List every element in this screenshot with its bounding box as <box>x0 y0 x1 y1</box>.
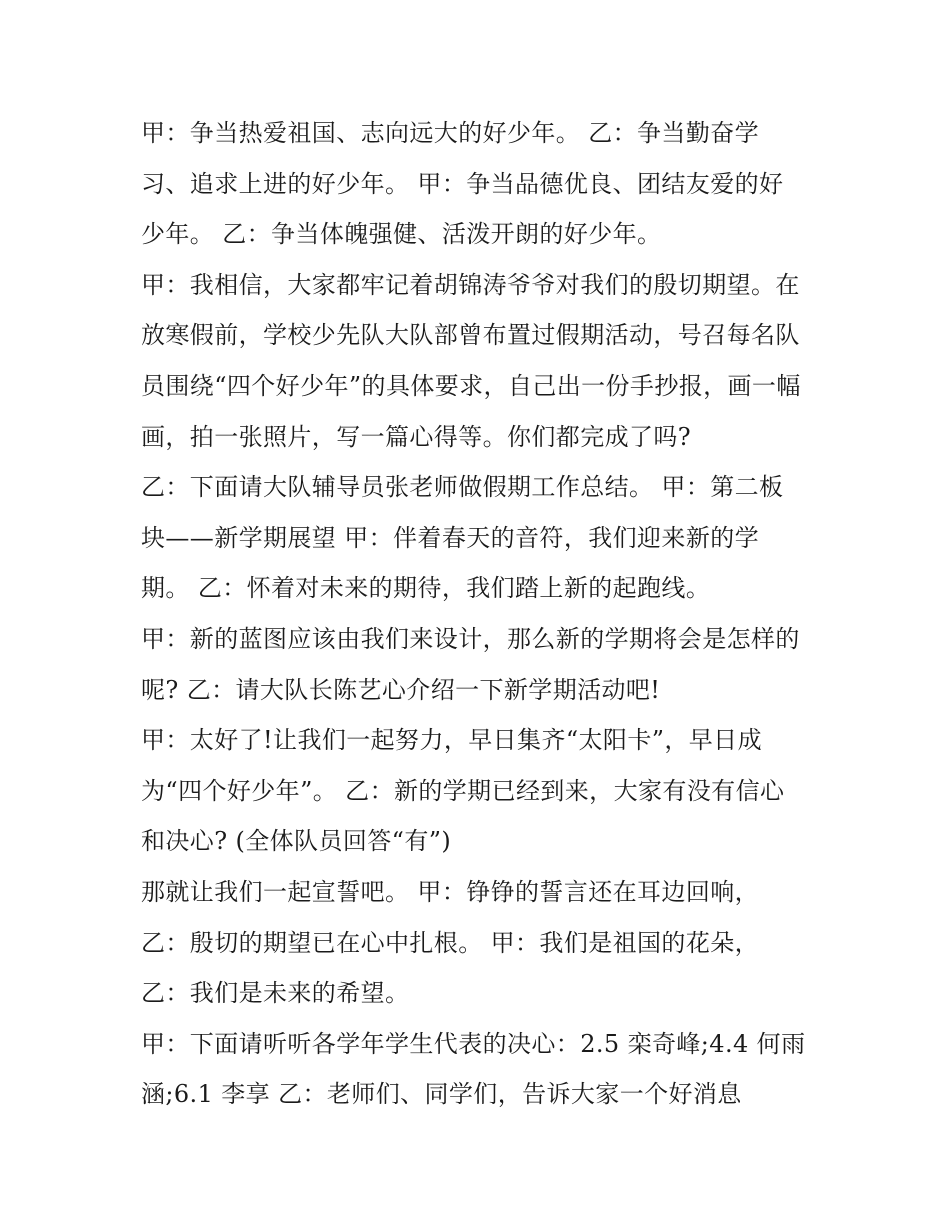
text-line: 甲：新的蓝图应该由我们来设计，那么新的学期将会是怎样的 <box>141 624 800 653</box>
text-line: 甲：我相信，大家都牢记着胡锦涛爷爷对我们的殷切期望。在 <box>141 270 800 299</box>
text-line: 少年。 乙：争当体魄强健、活泼开朗的好少年。 <box>141 220 662 249</box>
text-line: 那就让我们一起宣誓吧。 甲：铮铮的誓言还在耳边回响， <box>141 877 760 906</box>
text-line: 乙：我们是未来的希望。 <box>141 979 410 1008</box>
document-body <box>141 108 821 1120</box>
text-line: 乙：殷切的期望已在心中扎根。 甲：我们是祖国的花朵， <box>141 928 760 957</box>
text-line: 期。 乙：怀着对未来的期待，我们踏上新的起跑线。 <box>141 574 711 603</box>
text-line: 员围绕“四个好少年”的具体要求，自己出一份手抄报，画一幅 <box>141 371 801 400</box>
text-line: 呢? 乙：请大队长陈艺心介绍一下新学期活动吧! <box>141 675 661 704</box>
text-line: 和决心? (全体队员回答“有”) <box>141 827 452 856</box>
text-line: 涵;6.1 李享 乙：老师们、同学们，告诉大家一个好消息 <box>141 1080 742 1109</box>
text-line: 乙：下面请大队辅导员张老师做假期工作总结。 甲：第二板 <box>141 473 784 502</box>
text-line: 甲：太好了!让我们一起努力，早日集齐“太阳卡”，早日成 <box>141 726 762 755</box>
text-line: 甲：下面请听听各学年学生代表的决心：2.5 栾奇峰;4.4 何雨 <box>141 1029 806 1058</box>
text-line: 块——新学期展望 甲：伴着春天的音符，我们迎来新的学 <box>141 523 760 552</box>
text-line: 为“四个好少年”。 乙：新的学期已经到来，大家有没有信心 <box>141 776 785 805</box>
text-line: 放寒假前，学校少先队大队部曾布置过假期活动，号召每名队 <box>141 321 800 350</box>
text-line: 画，拍一张照片，写一篇心得等。你们都完成了吗? <box>141 422 692 451</box>
text-line: 习、追求上进的好少年。 甲：争当品德优良、团结友爱的好 <box>141 169 784 198</box>
text-line: 甲：争当热爱祖国、志向远大的好少年。 乙：争当勤奋学 <box>141 119 760 147</box>
